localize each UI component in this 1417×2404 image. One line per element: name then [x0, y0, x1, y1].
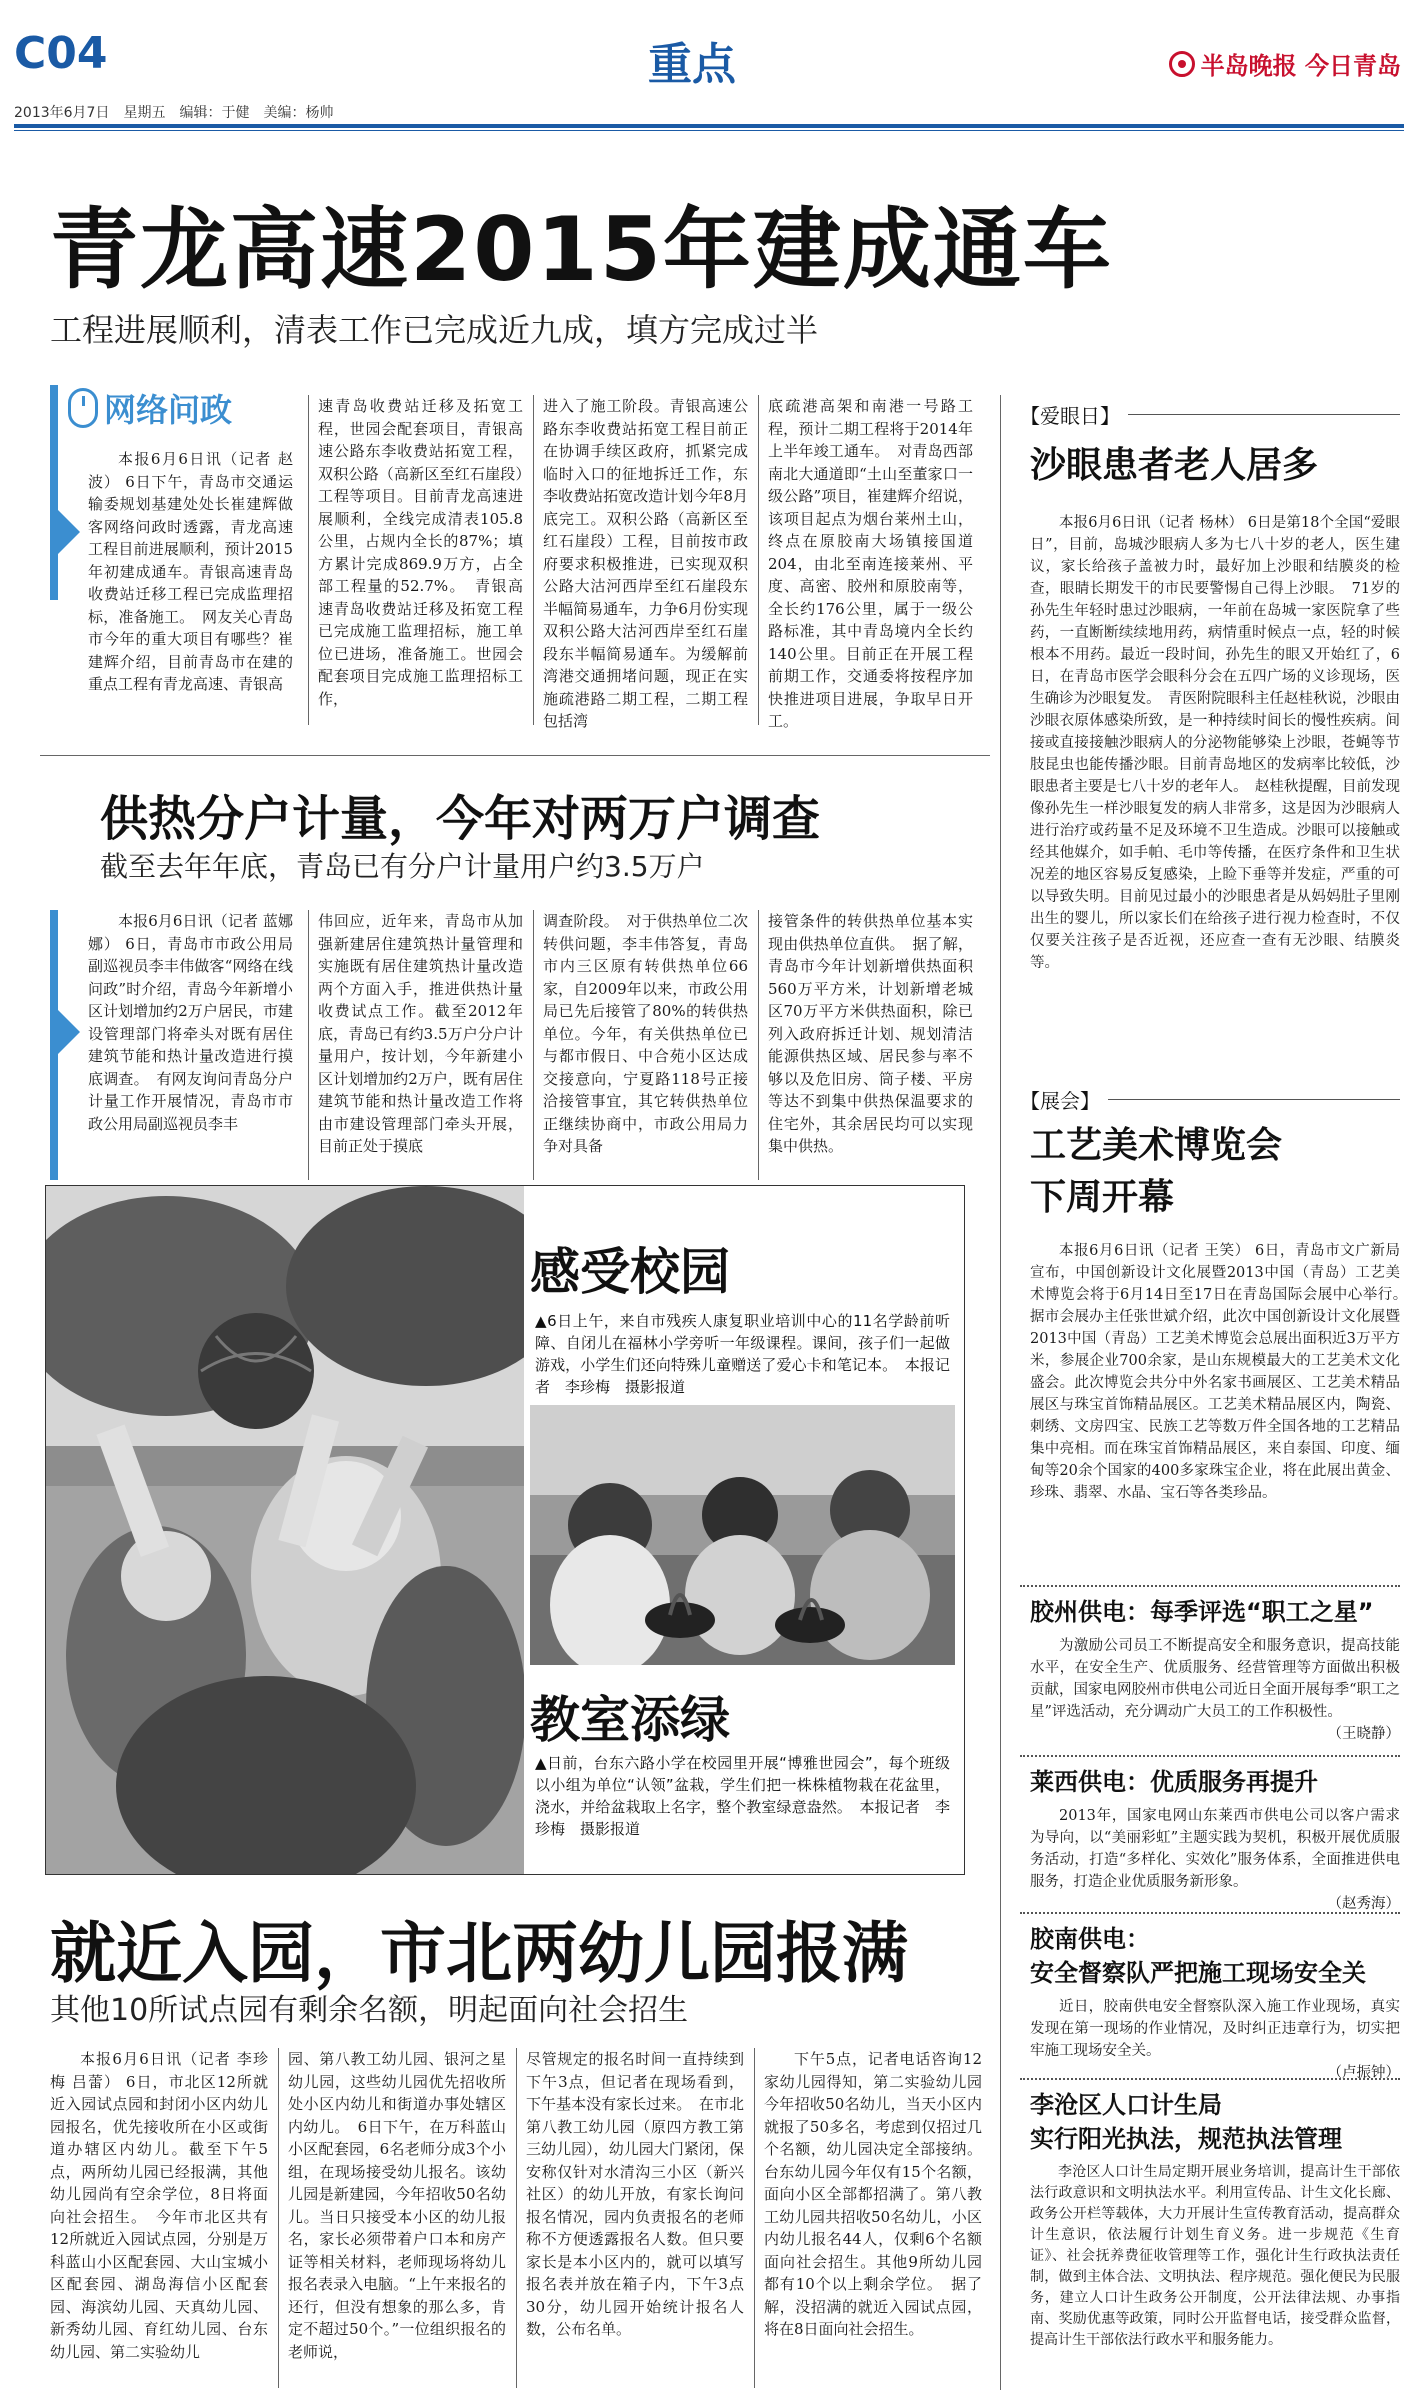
news-brief-3 — [1030, 1922, 1400, 2084]
kindergarten-paragraph-3: 尽管规定的报名时间一直持续到下午3点，但记者在现场看到，下午基本没有家长过来。 在市北第八教工幼儿园（原四方教工第三幼儿园），幼儿园大门紧闭，保安称仅针对水清沟三小区（新兴社区）的幼儿开放，有家长询问报名情况，园内负责报名的老师称不方便透露报名人数。但只要家长是本小区内的，就可以填写报名表并放在箱子内，下午3点30分，幼儿园开始统计报名人数，公布名单。 — [526, 2050, 744, 2338]
section-title: 重点 — [648, 39, 736, 90]
campus-caption: ▲6日上午，来自市残疾人康复职业培训中心的11名学龄前听障、自闭儿在福林小学旁听一年级课程。课间，孩子们一起做游戏，小学生们还向特殊儿童赠送了爱心卡和笔记本。 本报记者 李珍梅 摄影报道 — [535, 1312, 950, 1396]
brand-text: 半岛晚报 今日青岛 — [1200, 52, 1401, 80]
masthead-rule — [14, 124, 1404, 128]
brief-text: 2013年，国家电网山东莱西市供电公司以客户需求为导向，以“美丽彩虹”主题实践为契机，积极开展优质服务活动，打造“多样化、实效化”服务体系，全面推进供电服务，打造企业优质服务新形象。 — [1030, 1808, 1400, 1890]
kindergarten-subheadline: 其他10所试点园有剩余名额，明起面向社会招生 — [50, 1993, 689, 2028]
masthead-rule-thin — [14, 130, 1404, 131]
lead-arrow-icon — [58, 510, 80, 554]
lead-subheadline: 工程进展顺利，清表工作已完成近九成，填方完成过半 — [50, 311, 819, 349]
lead-accent-bar — [50, 385, 58, 600]
column-rule — [758, 910, 759, 1180]
brief-body — [1030, 1635, 1400, 1745]
brief-text: 为激励公司员工不断提高安全和服务意识，提高技能水平，在安全生产、优质服务、经营管理等方面做出积极贡献，国家电网胶州市供电公司近日全面开展每季“职工之星”评选活动，充分调动广大员工的工作积极性。 — [1030, 1638, 1400, 1720]
classroom-photo-title: 教室添绿 — [530, 1691, 730, 1749]
heating-column-4 — [768, 910, 973, 1158]
brief-divider — [1020, 1755, 1400, 1757]
brief-title: 莱西供电：优质服务再提升 — [1030, 1768, 1318, 1796]
eye-day-tag-label: 【爱眼日】 — [1020, 404, 1120, 428]
heating-paragraph-1: 本报6月6日讯（记者 蓝娜娜） 6日，青岛市市政公用局副巡视员李丰伟做客“网络在线问政”时介绍，青岛今年新增小区计划增加约2万户居民，市建设管理部门将牵头对既有居住建筑节能和热计量改造进行摸底调查。 有网友询问青岛分户计量工作开展情况，青岛市市政公用局副巡视员李丰 — [88, 912, 293, 1133]
kindergarten-paragraph-4: 下午5点，记者电话咨询12家幼儿园得知，第二实验幼儿园今年招收50名幼儿，当天小区内就报了50多名，考虑到仅招过几个名额，幼儿园决定全部接纳。台东幼儿园今年仅有15个名额，面向小区全部都招满了。第八教工幼儿园共招收50名幼儿，小区内幼儿报名44人，仅剩6个名额面向社会招生。其他9所幼儿园都有10个以上剩余学位。 据了解，没招满的就近入园试点园，将在8日面向社会招生。 — [764, 2050, 982, 2338]
heating-paragraph-2: 伟回应，近年来，青岛市从加强新建居住建筑热计量管理和实施既有居住建筑热计量改造两个方面入手，推进供热计量收费试点工作。截至2012年底，青岛已有约3.5万户分户计量用户，按计划，今年新建小区计划增加约2万户，既有居住建筑节能和热计量改造工作将由市建设管理部门牵头开展，目前正处于摸底 — [318, 912, 523, 1155]
net-politics-logo — [68, 385, 232, 431]
brief-byline: （卢振钟） — [1327, 2065, 1400, 2081]
newspaper-brand — [1169, 46, 1401, 81]
tag-rule — [1108, 1099, 1400, 1100]
eye-day-body: 本报6月6日讯（记者 杨林） 6日是第18个全国“爱眼日”，目前，岛城沙眼病人多为七八十岁的老人，医生建议，家长给孩子盖被力时，最好加上沙眼和结膜炎的检查，眼睛长期发干的市民要警惕自己得上沙眼。 71岁的孙先生年轻时患过沙眼病，一年前在岛城一家医院拿了些药，一直断断续续地用药，病情重时候点一点，轻的时候根本不用药。最近一段时间，孙先生的眼又开始红了，6日，在青岛市医学会眼科分会在五四广场的义诊现场，医生确诊为沙眼复发。 青医附院眼科主任赵桂秋说，沙眼由沙眼衣原体感染所致，是一种持续时间长的慢性疾病。间接或直接接触沙眼病人的分泌物能够染上沙眼，苍蝇等节肢昆虫也能传播沙眼。目前青岛地区的发病率比较低，沙眼患者主要是七八十岁的老年人。 赵桂秋提醒，目前发现像孙先生一样沙眼复发的病人非常多，这是因为沙眼病人进行治疗或药量不足及环境不卫生造成。沙眼可以接触或经其他媒介，如手帕、毛巾等传播，在医疗条件和卫生状况差的地区容易反复感染，上睑下垂等并发症，严重的可以导致失明。目前见过最小的沙眼患者是从妈妈肚子里刚出生的婴儿，所以家长们在给孩子进行视力检查时，不仅仅要关注孩子是否近视，还应查一查有无沙眼、结膜炎等。 — [1030, 515, 1400, 971]
column-rule — [533, 395, 534, 725]
lead-column-4 — [768, 395, 973, 733]
brief-divider — [1020, 1585, 1400, 1587]
lead-column-1 — [88, 448, 293, 696]
campus-photo-title: 感受校园 — [530, 1243, 730, 1301]
brief-byline: （王晓静） — [1327, 1726, 1400, 1742]
column-rule — [533, 910, 534, 1180]
kindergarten-headline: 就近入园，市北两幼儿园报满 — [50, 1915, 908, 1992]
right-column-rule — [1000, 395, 1001, 2390]
issue-date: 2013年6月7日 — [14, 105, 110, 121]
brief-divider — [1020, 1912, 1400, 1914]
expo-tag-label: 【展会】 — [1020, 1089, 1100, 1113]
news-brief-4 — [1030, 2088, 1400, 2351]
designer-credit: 美编：杨帅 — [263, 105, 334, 121]
campus-photo-image — [46, 1186, 524, 1874]
newspaper-logo-icon — [1169, 51, 1195, 77]
mouse-icon — [68, 388, 98, 428]
classroom-photo — [530, 1405, 955, 1665]
heating-headline: 供热分户计量，今年对两万户调查 — [100, 791, 821, 847]
heating-arrow-icon — [58, 1010, 80, 1054]
eye-day-tag — [1020, 400, 1400, 429]
brief-byline: （赵秀海） — [1327, 1896, 1400, 1912]
editor-credit: 编辑：于健 — [179, 105, 250, 121]
lead-headline: 青龙高速2015年建成通车 — [50, 198, 1113, 301]
lead-paragraph-2: 速青岛收费站迁移及拓宽工程，世园会配套项目，青银高速公路东李收费站拓宽工程，双积公路（高新区至红石崖段）工程等项目。目前青龙高速进展顺利，全线完成清表105.8公里，占规内全长的87%；填方累计完成869.9万方，占全部工程量的52.7%。 青银高速青岛收费站迁移及拓宽工程已完成施工监理招标，施工单位已进场，准备施工。世园会配套项目完成施工监理招标工作， — [318, 397, 523, 708]
heating-accent-bar — [50, 910, 58, 1180]
kindergarten-column-2 — [288, 2048, 506, 2363]
story-divider — [40, 755, 990, 756]
kindergarten-paragraph-1: 本报6月6日讯（记者 李珍梅 吕蕾） 6日，市北区12所就近入园试点园和封闭小区内幼儿园报名，优先接收所在小区或街道办辖区内幼儿。截至下午5点，两所幼儿园已经报满，其他幼儿园尚有空余学位，8日将面向社会招生。 今年市北区共有12所就近入园试点园，分别是万科蓝山小区配套园、大山宝城小区配套园、湖岛海信小区配套园、海滨幼儿园、天真幼儿园、新秀幼儿园、育红幼儿园、台东幼儿园、第二实验幼儿 — [50, 2050, 268, 2361]
heating-paragraph-3: 调查阶段。 对于供热单位二次转供问题，李丰伟答复，青岛市内三区原有转供热单位66家，自2009年以来，市政公用局已先后接管了80%的转供热单位。今年，有关供热单位已与都市假日、中合苑小区达成交接意向，宁夏路118号正接洽接管事宜，其它转供热单位正继续协商中，市政公用局力争对具备 — [543, 912, 748, 1155]
expo-tag — [1020, 1085, 1400, 1114]
brief-title: 胶南供电： 安全督察队严把施工现场安全关 — [1030, 1925, 1366, 1987]
tag-rule — [1128, 414, 1400, 415]
lead-paragraph-4: 底疏港高架和南港一号路工程，预计二期工程将于2014年上半年竣工通车。 对青岛西部南北大通道即“土山至董家口一级公路”项目，崔建辉介绍说，该项目起点为烟台莱州土山，终点在原胶南大场镇接国道204，由北至南连接莱州、平度、高密、胶州和原胶南等，全长约176公里，属于一级公路标准，其中青岛境内全长约140公里。目前正在开展工程前期工作，交通委将按程序加快推进项目进展，争取早日开工。 — [768, 397, 973, 730]
expo-body: 本报6月6日讯（记者 王笑） 6日，青岛市文广新局宣布，中国创新设计文化展暨2013中国（青岛）工艺美术博览会将于6月14日至17日在青岛国际会展中心举行。 据市会展办主任张世斌介绍，此次中国创新设计文化展暨2013中国（青岛）工艺美术博览会总展出面积近3万平方米，参展企业700余家，是山东规模最大的工艺美术文化盛会。此次博览会共分中外名家书画展区、工艺美术精品展区与珠宝首饰精品展区。工艺美术精品展区内，陶瓷、刺绣、文房四宝、民族工艺等数万件全国各地的工艺精品集中亮相。而在珠宝首饰精品展区，来自泰国、印度、缅甸等20余个国家的400多家珠宝企业，将在此展出黄金、珍珠、翡翠、水晶、宝石等各类珍品。 — [1030, 1243, 1415, 1501]
heating-subheadline: 截至去年年底，青岛已有分户计量用户约3.5万户 — [100, 850, 705, 883]
brief-text: 李沧区人口计生局定期开展业务培训，提高计生干部依法行政意识和文明执法水平。利用宣传品、计生文化长廊、政务公开栏等载体，大力开展计生宣传教育活动，提高群众计生意识，依法履行计划生育义务。进一步规范《生育证》、社会抚养费征收管理等工作，强化计生行政执法责任制，做到主体合法、文明执法、程序规范。强化便民为民服务，建立人口计生政务公开制度，公开法律法规、办事指南、奖励优惠等政策，同时公开监督电话，接受群众监督，提高计生干部依法行政水平和服务能力。 — [1030, 2164, 1400, 2348]
news-brief-1 — [1030, 1595, 1400, 1745]
weekday: 星期五 — [123, 105, 166, 121]
column-rule — [758, 395, 759, 725]
kindergarten-paragraph-2: 园、第八教工幼儿园、银河之星幼儿园，这些幼儿园优先招收所处小区内幼儿和街道办事处辖区内幼儿。 6日下午，在万科蓝山小区配套园，6名老师分成3个小组，在现场接受幼儿报名。该幼儿园是新建园，今年招收50名幼儿。当日只接受本小区的幼儿报名，家长必须带着户口本和房产证等相关材料，老师现场将幼儿报名表录入电脑。“上午来报名的还行，但没有想象的那么多，肯定不超过50个。”一位组织报名的老师说， — [288, 2050, 506, 2361]
column-rule — [754, 2048, 755, 2388]
heating-column-1 — [88, 910, 293, 1135]
column-rule — [278, 2048, 279, 2388]
campus-photo — [46, 1186, 524, 1874]
column-rule — [308, 910, 309, 1180]
classroom-caption: ▲日前，台东六路小学在校园里开展“博雅世园会”，每个班级以小组为单位“认领”盆栽，学生们把一株株植物栽在花盆里，浇水，并给盆栽取上名字，整个教室绿意盎然。 本报记者 李珍梅 摄影报道 — [535, 1754, 950, 1838]
net-politics-label: 网络问政 — [104, 391, 233, 429]
lead-paragraph-3: 进入了施工阶段。青银高速公路东李收费站拓宽工程目前正在协调手续区政府，抓紧完成临时入口的征地拆迁工作，东李收费站拓宽改造计划今年8月底完工。双积公路（高新区至红石崖段）工程，目前按市政府要求积极推进，已实现双积公路大沽河西岸至红石崖段东半幅简易通车，力争6月份实现双积公路大沽河西岸至红石崖段东半幅简易通车。为缓解前湾港交通拥堵问题，现正在实施疏港路二期工程，二期工程包括湾 — [543, 397, 748, 730]
kindergarten-column-3 — [526, 2048, 744, 2341]
brief-title: 李沧区人口计生局 实行阳光执法，规范执法管理 — [1030, 2091, 1342, 2153]
expo-headline-line-2: 下周开幕 — [1030, 1177, 1175, 1218]
column-rule — [516, 2048, 517, 2388]
kindergarten-column-1 — [50, 2048, 268, 2363]
brief-text: 近日，胶南供电安全督察队深入施工作业现场，真实发现在第一现场的作业情况，及时纠正违章行为，切实把牢施工现场安全关。 — [1030, 1999, 1400, 2059]
brief-body — [1030, 2162, 1400, 2351]
page-number: C04 — [14, 28, 108, 79]
kindergarten-column-4 — [764, 2048, 982, 2341]
lead-paragraph-1: 本报6月6日讯（记者 赵波） 6日下午，青岛市交通运输委规划基建处处长崔建辉做客网络问政时透露，青龙高速工程目前进展顺利，预计2015年初建成通车。青银高速青岛收费站迁移工程已完成监理招标，准备施工。 网友关心青岛市今年的重大项目有哪些？崔建辉介绍，目前青岛市在建的重点工程有青龙高速、青银高 — [88, 450, 293, 693]
lead-column-2 — [318, 395, 523, 710]
classroom-photo-image — [530, 1405, 955, 1665]
brief-divider — [1020, 2078, 1400, 2080]
heating-column-2 — [318, 910, 523, 1158]
brief-body — [1030, 1805, 1400, 1915]
heating-column-3 — [543, 910, 748, 1158]
eye-day-headline: 沙眼患者老人居多 — [1030, 445, 1319, 486]
brief-title: 胶州供电：每季评选“职工之星” — [1030, 1598, 1374, 1626]
brief-body — [1030, 1996, 1400, 2084]
lead-column-3 — [543, 395, 748, 733]
expo-headline — [1030, 1120, 1282, 1224]
news-brief-2 — [1030, 1765, 1400, 1915]
column-rule — [308, 395, 309, 725]
dateline — [14, 102, 333, 122]
heating-paragraph-4: 接管条件的转供热单位基本实现由供热单位直供。 据了解，青岛市今年计划新增供热面积560万平方米，计划新增老城区70万平方米供热面积，除已列入政府拆迁计划、规划清洁能源供热区域、居民参与率不够以及危旧房、筒子楼、平房等达不到集中供热保温要求的住宅外，其余居民均可以实现集中供热。 — [768, 912, 973, 1155]
expo-headline-line-1: 工艺美术博览会 — [1030, 1125, 1283, 1166]
